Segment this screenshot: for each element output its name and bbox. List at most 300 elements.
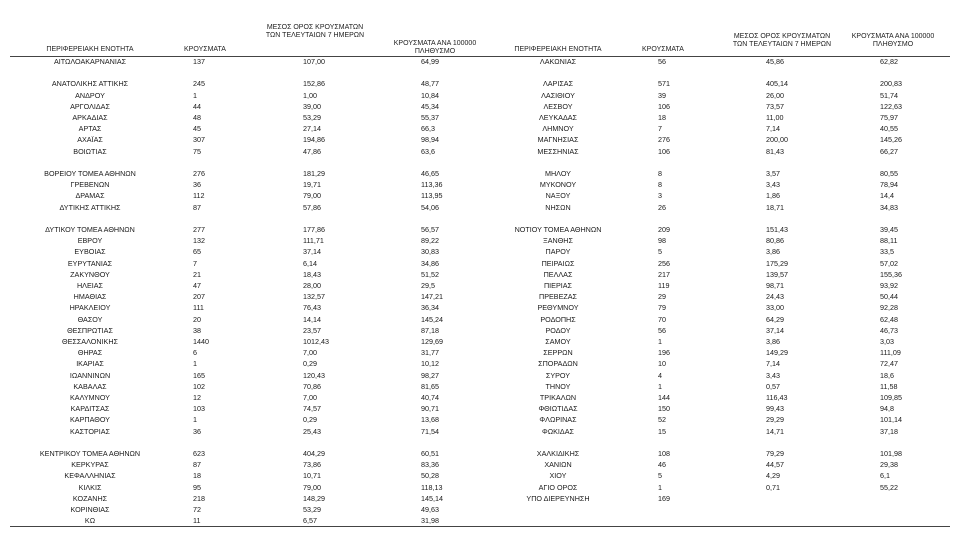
avg-cell: 81,43 <box>766 146 784 156</box>
region-cell: ΖΑΚΥΝΘΟΥ <box>70 269 110 279</box>
avg-cell: 175,29 <box>766 258 788 268</box>
table-row <box>0 79 960 89</box>
avg-cell: 14,71 <box>766 426 784 436</box>
cases-cell: 21 <box>193 269 201 279</box>
avg-cell: 116,43 <box>766 393 788 402</box>
cases-cell: 18 <box>193 471 201 481</box>
region-cell: ΥΠΟ ΔΙΕΡΕΥΝΗΣΗ <box>526 493 590 503</box>
avg-cell: 57,86 <box>303 202 321 212</box>
per-cell: 55,37 <box>421 113 439 122</box>
avg-cell: 4,29 <box>766 471 780 481</box>
table-row <box>0 359 960 369</box>
right-header-per-1: ΚΡΟΥΣΜΑΤΑ ΑΝΑ 100000 <box>851 33 935 40</box>
right-header-avg-2: ΤΩΝ ΤΕΛΕΥΤΑΙΩΝ 7 ΗΜΕΡΩΝ <box>732 41 832 48</box>
avg-cell: 149,29 <box>766 348 788 358</box>
avg-cell: 39,00 <box>303 101 321 111</box>
cases-cell: 1 <box>193 90 197 100</box>
per-cell: 48,77 <box>421 79 439 89</box>
cases-cell: 26 <box>658 202 666 212</box>
per-cell: 113,95 <box>421 191 443 201</box>
avg-cell: 70,86 <box>303 381 321 391</box>
region-cell: ΘΕΣΠΡΩΤΙΑΣ <box>67 325 113 335</box>
table-row <box>0 292 960 302</box>
avg-cell: 152,86 <box>303 79 325 89</box>
avg-cell: 1,00 <box>303 90 317 100</box>
region-cell: ΣΕΡΡΩΝ <box>543 348 573 358</box>
avg-cell: 3,43 <box>766 180 780 190</box>
region-cell: ΛΑΡΙΣΑΣ <box>542 79 574 89</box>
avg-cell: 107,00 <box>303 57 325 66</box>
cases-cell: 108 <box>658 449 670 458</box>
table-row <box>0 371 960 381</box>
per-cell: 63,6 <box>421 146 435 156</box>
left-header-per-1: ΚΡΟΥΣΜΑΤΑ ΑΝΑ 100000 <box>393 40 477 47</box>
table-row <box>0 247 960 257</box>
per-cell: 78,94 <box>880 180 898 190</box>
per-cell: 29,5 <box>421 281 435 290</box>
region-cell: ΡΟΔΟΠΗΣ <box>540 314 576 324</box>
avg-cell: 181,29 <box>303 169 325 178</box>
avg-cell: 120,43 <box>303 370 325 380</box>
cases-cell: 218 <box>193 493 205 503</box>
cases-cell: 112 <box>193 191 205 201</box>
per-cell: 18,6 <box>880 370 894 380</box>
per-cell: 98,27 <box>421 370 439 380</box>
table-row <box>0 505 960 515</box>
per-cell: 3,03 <box>880 337 894 346</box>
region-cell: ΜΗΛΟΥ <box>545 169 571 178</box>
region-cell: ΝΟΤΙΟΥ ΤΟΜΕΑ ΑΘΗΝΩΝ <box>514 225 602 234</box>
avg-cell: 1,86 <box>766 191 780 201</box>
avg-cell: 7,14 <box>766 124 780 134</box>
cases-cell: 75 <box>193 146 201 156</box>
right-header-cases: ΚΡΟΥΣΜΑΤΑ <box>642 46 684 53</box>
cases-cell: 1 <box>193 415 197 425</box>
region-cell: ΦΩΚΙΔΑΣ <box>542 426 574 436</box>
footer-rule <box>10 526 950 527</box>
table-row <box>0 236 960 246</box>
cases-cell: 1440 <box>193 337 209 346</box>
table-row <box>0 147 960 157</box>
cases-cell: 256 <box>658 258 670 268</box>
cases-cell: 103 <box>193 404 205 414</box>
per-cell: 31,77 <box>421 348 439 358</box>
per-cell: 71,54 <box>421 426 439 436</box>
cases-cell: 144 <box>658 393 670 402</box>
cases-cell: 47 <box>193 281 201 290</box>
avg-cell: 200,00 <box>766 135 788 145</box>
per-cell: 37,18 <box>880 426 898 436</box>
avg-cell: 53,29 <box>303 505 321 514</box>
avg-cell: 3,86 <box>766 337 780 346</box>
avg-cell: 28,00 <box>303 281 321 290</box>
per-cell: 80,55 <box>880 169 898 178</box>
cases-cell: 165 <box>193 370 205 380</box>
per-cell: 45,34 <box>421 101 439 111</box>
region-cell: ΧΑΛΚΙΔΙΚΗΣ <box>536 449 580 458</box>
per-cell: 94,8 <box>880 404 894 414</box>
avg-cell: 151,43 <box>766 225 788 234</box>
table-row <box>0 191 960 201</box>
cases-cell: 72 <box>193 505 201 514</box>
cases-cell: 46 <box>658 460 666 470</box>
per-cell: 109,85 <box>880 393 902 402</box>
cases-cell: 20 <box>193 314 201 324</box>
per-cell: 81,65 <box>421 381 439 391</box>
per-cell: 54,06 <box>421 202 439 212</box>
table-row <box>0 214 960 224</box>
per-cell: 14,4 <box>880 191 894 201</box>
avg-cell: 139,57 <box>766 269 788 279</box>
avg-cell: 404,29 <box>303 449 325 458</box>
cases-cell: 217 <box>658 269 670 279</box>
region-cell: ΔΥΤΙΚΟΥ ΤΟΜΕΑ ΑΘΗΝΩΝ <box>45 225 135 234</box>
cases-cell: 56 <box>658 325 666 335</box>
region-cell: ΠΡΕΒΕΖΑΣ <box>539 292 577 302</box>
avg-cell: 14,14 <box>303 314 321 324</box>
avg-cell: 47,86 <box>303 146 321 156</box>
cases-cell: 119 <box>658 281 670 290</box>
per-cell: 30,83 <box>421 247 439 257</box>
per-cell: 75,97 <box>880 113 898 122</box>
per-cell: 64,99 <box>421 57 439 66</box>
region-cell: ΝΗΣΩΝ <box>545 202 571 212</box>
avg-cell: 10,71 <box>303 471 321 481</box>
table-row <box>0 393 960 403</box>
per-cell: 98,94 <box>421 135 439 145</box>
avg-cell: 44,57 <box>766 460 784 470</box>
cases-cell: 36 <box>193 426 201 436</box>
avg-cell: 45,86 <box>766 57 784 66</box>
cases-cell: 623 <box>193 449 205 458</box>
region-cell: ΔΥΤΙΚΗΣ ΑΤΤΙΚΗΣ <box>59 202 121 212</box>
region-cell: ΛΕΥΚΑΔΑΣ <box>538 113 577 122</box>
region-cell: ΛΑΚΩΝΙΑΣ <box>539 57 577 66</box>
cases-cell: 102 <box>193 381 205 391</box>
table-row <box>0 382 960 392</box>
cases-cell: 38 <box>193 325 201 335</box>
cases-cell: 150 <box>658 404 670 414</box>
region-cell: ΦΛΩΡΙΝΑΣ <box>539 415 577 425</box>
cases-cell: 98 <box>658 236 666 246</box>
avg-cell: 76,43 <box>303 303 321 313</box>
avg-cell: 132,57 <box>303 292 325 302</box>
region-cell: ΚΑΡΠΑΘΟΥ <box>70 415 110 425</box>
per-cell: 10,12 <box>421 359 439 369</box>
table-row <box>0 225 960 235</box>
per-cell: 72,47 <box>880 359 898 369</box>
avg-cell: 24,43 <box>766 292 784 302</box>
left-header-cases: ΚΡΟΥΣΜΑΤΑ <box>184 46 226 53</box>
per-cell: 39,45 <box>880 225 898 234</box>
avg-cell: 111,71 <box>303 236 324 246</box>
table-row <box>0 281 960 291</box>
region-cell: ΗΜΑΘΙΑΣ <box>73 292 107 302</box>
per-cell: 118,13 <box>421 482 443 492</box>
per-cell: 51,74 <box>880 90 898 100</box>
region-cell: ΙΚΑΡΙΑΣ <box>76 359 104 369</box>
per-cell: 34,83 <box>880 202 898 212</box>
avg-cell: 7,00 <box>303 348 317 358</box>
cases-cell: 1 <box>658 337 662 346</box>
per-cell: 62,82 <box>880 57 898 66</box>
region-cell: ΚΕΦΑΛΛΗΝΙΑΣ <box>64 471 116 481</box>
cases-cell: 7 <box>658 124 662 134</box>
table-row <box>0 415 960 425</box>
per-cell: 40,74 <box>421 393 439 402</box>
per-cell: 89,22 <box>421 236 439 246</box>
table-row <box>0 259 960 269</box>
per-cell: 155,36 <box>880 269 902 279</box>
region-cell: ΛΗΜΝΟΥ <box>542 124 574 134</box>
avg-cell: 99,43 <box>766 404 784 414</box>
avg-cell: 0,29 <box>303 359 317 369</box>
table-row <box>0 180 960 190</box>
per-cell: 50,44 <box>880 292 898 302</box>
region-cell: ΦΘΙΩΤΙΔΑΣ <box>538 404 578 414</box>
avg-cell: 80,86 <box>766 236 784 246</box>
region-cell: ΑΡΓΟΛΙΔΑΣ <box>70 101 110 111</box>
cases-cell: 95 <box>193 482 201 492</box>
avg-cell: 53,29 <box>303 113 321 122</box>
cases-cell: 132 <box>193 236 205 246</box>
per-cell: 145,14 <box>421 493 443 503</box>
table-row <box>0 303 960 313</box>
cases-cell: 48 <box>193 113 201 122</box>
cases-cell: 196 <box>658 348 670 358</box>
region-cell: ΕΥΒΟΙΑΣ <box>74 247 106 257</box>
region-cell: ΡΟΔΟΥ <box>545 325 571 335</box>
region-cell: ΚΩ <box>84 516 96 526</box>
region-cell: ΜΥΚΟΝΟΥ <box>539 180 577 190</box>
cases-cell: 44 <box>193 101 201 111</box>
table-row <box>0 68 960 78</box>
per-cell: 66,27 <box>880 146 898 156</box>
cases-cell: 11 <box>193 516 201 526</box>
per-cell: 36,34 <box>421 303 439 313</box>
avg-cell: 23,57 <box>303 325 321 335</box>
cases-cell: 10 <box>658 359 666 369</box>
region-cell: ΙΩΑΝΝΙΝΩΝ <box>69 370 111 380</box>
avg-cell: 6,14 <box>303 258 317 268</box>
right-header-avg-1: ΜΕΣΟΣ ΟΡΟΣ ΚΡΟΥΣΜΑΤΩΝ <box>733 33 831 40</box>
avg-cell: 0,29 <box>303 415 317 425</box>
region-cell: ΑΝΑΤΟΛΙΚΗΣ ΑΤΤΙΚΗΣ <box>51 79 129 89</box>
region-cell: ΑΧΑΪΑΣ <box>77 135 103 145</box>
region-cell: ΚΕΡΚΥΡΑΣ <box>71 460 109 470</box>
region-cell: ΘΕΣΣΑΛΟΝΙΚΗΣ <box>62 337 118 346</box>
region-cell: ΧΙΟΥ <box>549 471 567 481</box>
cases-cell: 5 <box>658 247 662 257</box>
avg-cell: 79,29 <box>766 449 784 458</box>
avg-cell: 74,57 <box>303 404 321 414</box>
avg-cell: 64,29 <box>766 314 784 324</box>
per-cell: 113,36 <box>421 180 443 190</box>
table-row <box>0 494 960 504</box>
cases-cell: 7 <box>193 258 197 268</box>
per-cell: 57,02 <box>880 258 898 268</box>
cases-cell: 137 <box>193 57 205 66</box>
avg-cell: 148,29 <box>303 493 325 503</box>
table-row <box>0 124 960 134</box>
region-cell: ΔΡΑΜΑΣ <box>75 191 105 201</box>
per-cell: 87,18 <box>421 325 439 335</box>
region-cell: ΚΕΝΤΡΙΚΟΥ ΤΟΜΕΑ ΑΘΗΝΩΝ <box>39 449 141 458</box>
per-cell: 60,51 <box>421 449 439 458</box>
avg-cell: 26,00 <box>766 90 784 100</box>
avg-cell: 3,86 <box>766 247 780 257</box>
region-cell: ΗΡΑΚΛΕΙΟΥ <box>69 303 111 313</box>
table-row <box>0 315 960 325</box>
cases-cell: 106 <box>658 146 670 156</box>
cases-cell: 277 <box>193 225 205 234</box>
per-cell: 88,11 <box>880 236 898 246</box>
region-cell: ΕΥΡΥΤΑΝΙΑΣ <box>67 258 113 268</box>
cases-cell: 36 <box>193 180 201 190</box>
table-row <box>0 516 960 526</box>
per-cell: 145,24 <box>421 314 443 324</box>
region-cell: ΚΑΣΤΟΡΙΑΣ <box>70 426 110 436</box>
table-row <box>0 169 960 179</box>
avg-cell: 27,14 <box>303 124 321 134</box>
region-cell: ΛΑΣΙΘΙΟΥ <box>541 90 575 100</box>
avg-cell: 3,43 <box>766 370 780 380</box>
cases-cell: 276 <box>193 169 205 178</box>
region-cell: ΚΑΛΥΜΝΟΥ <box>70 393 110 402</box>
avg-cell: 73,86 <box>303 460 321 470</box>
table-row <box>0 337 960 347</box>
avg-cell: 7,14 <box>766 359 780 369</box>
table-row <box>0 471 960 481</box>
region-cell: ΒΟΙΩΤΙΑΣ <box>73 146 107 156</box>
cases-cell: 52 <box>658 415 666 425</box>
per-cell: 66,3 <box>421 124 435 134</box>
cases-cell: 6 <box>193 348 197 358</box>
per-cell: 49,63 <box>421 505 439 514</box>
region-cell: ΠΙΕΡΙΑΣ <box>543 281 572 290</box>
region-cell: ΤΡΙΚΑΛΩΝ <box>539 393 577 402</box>
region-cell: ΑΝΔΡΟΥ <box>75 90 105 100</box>
cases-cell: 169 <box>658 493 670 503</box>
region-cell: ΑΓΙΟ ΟΡΟΣ <box>538 482 578 492</box>
cases-cell: 65 <box>193 247 201 257</box>
avg-cell: 37,14 <box>766 325 784 335</box>
table-row <box>0 438 960 448</box>
avg-cell: 33,00 <box>766 303 784 313</box>
per-cell: 147,21 <box>421 292 443 302</box>
per-cell: 101,98 <box>880 449 902 458</box>
region-cell: ΒΟΡΕΙΟΥ ΤΟΜΕΑ ΑΘΗΝΩΝ <box>44 169 136 178</box>
per-cell: 46,65 <box>421 169 439 178</box>
region-cell: ΤΗΝΟΥ <box>545 381 571 391</box>
per-cell: 145,26 <box>880 135 902 145</box>
table-row <box>0 102 960 112</box>
cases-cell: 87 <box>193 460 201 470</box>
table-row <box>0 113 960 123</box>
per-cell: 101,14 <box>880 415 902 425</box>
avg-cell: 405,14 <box>766 79 788 89</box>
region-cell: ΚΟΖΑΝΗΣ <box>72 493 108 503</box>
cases-cell: 12 <box>193 393 201 402</box>
per-cell: 93,92 <box>880 281 898 290</box>
per-cell: 29,38 <box>880 460 898 470</box>
avg-cell: 18,71 <box>766 202 784 212</box>
avg-cell: 1012,43 <box>303 337 329 346</box>
region-cell: ΑΡΚΑΔΙΑΣ <box>72 113 108 122</box>
avg-cell: 6,57 <box>303 516 317 526</box>
region-cell: ΣΠΟΡΑΔΩΝ <box>538 359 578 369</box>
avg-cell: 0,71 <box>766 482 780 492</box>
per-cell: 11,58 <box>880 381 898 391</box>
region-cell: ΜΕΣΣΗΝΙΑΣ <box>537 146 579 156</box>
right-header-region: ΠΕΡΙΦΕΡΕΙΑΚΗ ΕΝΟΤΗΤΑ <box>514 46 602 53</box>
table-row <box>0 135 960 145</box>
cases-cell: 209 <box>658 225 670 234</box>
table-row <box>0 460 960 470</box>
per-cell: 90,71 <box>421 404 439 414</box>
cases-cell: 18 <box>658 113 666 122</box>
region-cell: ΝΑΞΟΥ <box>545 191 571 201</box>
cases-cell: 87 <box>193 202 201 212</box>
table-row <box>0 91 960 101</box>
left-header-avg-2: ΤΩΝ ΤΕΛΕΥΤΑΙΩΝ 7 ΗΜΕΡΩΝ <box>265 32 365 39</box>
per-cell: 129,69 <box>421 337 443 346</box>
table-row <box>0 158 960 168</box>
region-cell: ΚΑΒΑΛΑΣ <box>73 381 107 391</box>
per-cell: 34,86 <box>421 258 439 268</box>
cases-cell: 15 <box>658 426 666 436</box>
per-cell: 111,09 <box>880 348 901 358</box>
avg-cell: 79,00 <box>303 191 321 201</box>
region-cell: ΑΡΤΑΣ <box>78 124 102 134</box>
table-row <box>0 326 960 336</box>
cases-cell: 207 <box>193 292 205 302</box>
cases-cell: 3 <box>658 191 662 201</box>
avg-cell: 19,71 <box>303 180 321 190</box>
avg-cell: 79,00 <box>303 482 321 492</box>
avg-cell: 73,57 <box>766 101 784 111</box>
per-cell: 40,55 <box>880 124 898 134</box>
cases-cell: 29 <box>658 292 666 302</box>
avg-cell: 177,86 <box>303 225 325 234</box>
per-cell: 6,1 <box>880 471 890 481</box>
cases-cell: 245 <box>193 79 205 89</box>
table-row <box>0 270 960 280</box>
cases-cell: 45 <box>193 124 201 134</box>
table-row <box>0 449 960 459</box>
table-row <box>0 203 960 213</box>
avg-cell: 18,43 <box>303 269 321 279</box>
avg-cell: 37,14 <box>303 247 321 257</box>
per-cell: 55,22 <box>880 482 898 492</box>
cases-cell: 5 <box>658 471 662 481</box>
region-cell: ΘΗΡΑΣ <box>77 348 103 358</box>
table-row <box>0 427 960 437</box>
region-cell: ΗΛΕΙΑΣ <box>76 281 104 290</box>
per-cell: 13,68 <box>421 415 439 425</box>
cases-cell: 106 <box>658 101 670 111</box>
region-cell: ΣΥΡΟΥ <box>545 370 571 380</box>
region-cell: ΡΕΘΥΜΝΟΥ <box>537 303 579 313</box>
region-cell: ΚΙΛΚΙΣ <box>78 482 102 492</box>
cases-cell: 1 <box>193 359 197 369</box>
per-cell: 10,84 <box>421 90 439 100</box>
cases-cell: 56 <box>658 57 666 66</box>
region-cell: ΧΑΝΙΩΝ <box>544 460 572 470</box>
avg-cell: 7,00 <box>303 393 317 402</box>
per-cell: 83,36 <box>421 460 439 470</box>
cases-cell: 79 <box>658 303 666 313</box>
